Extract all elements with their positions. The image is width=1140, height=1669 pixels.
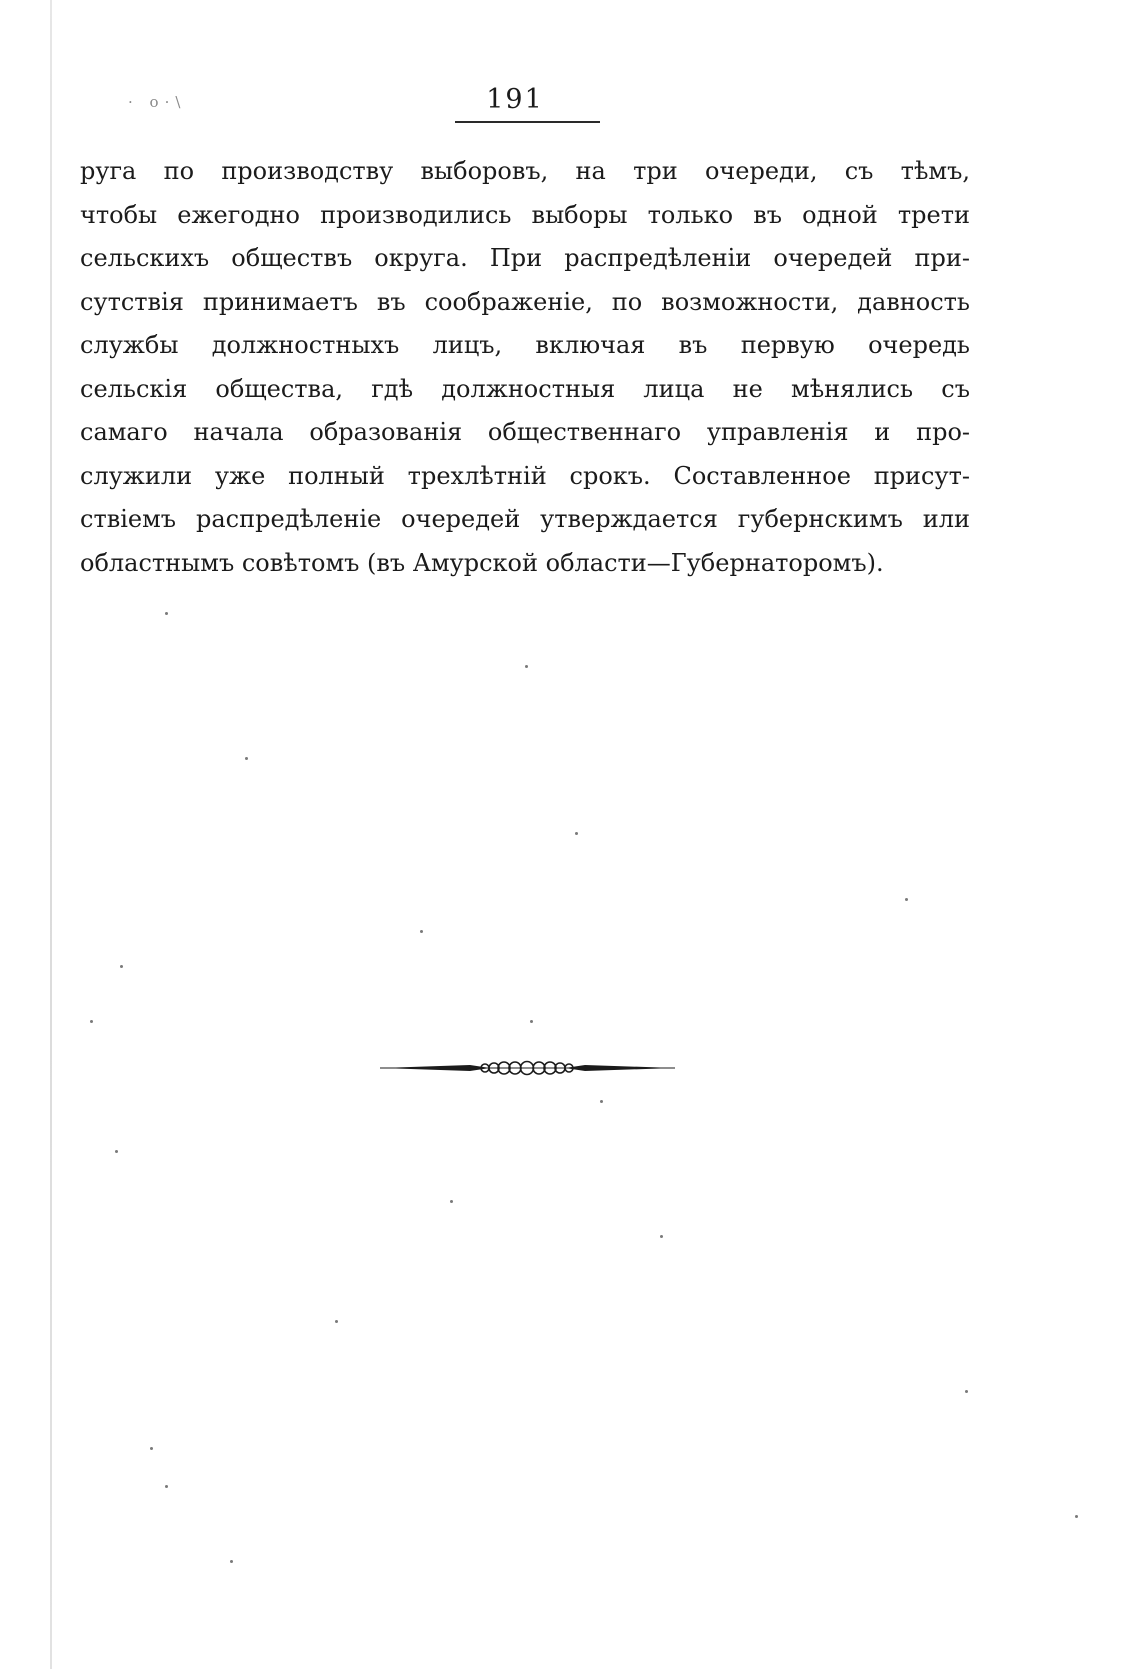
text-line: служили уже полный трехлѣтній срокъ. Составленное присут- — [80, 461, 970, 490]
corner-mark: · о·\ — [128, 93, 187, 111]
page-number-underline — [455, 121, 600, 123]
speck — [600, 1100, 603, 1103]
text-line: службы должностныхъ лицъ, включая въ первую очередь — [80, 331, 970, 359]
speck — [120, 965, 123, 968]
speck — [530, 1020, 533, 1023]
page-edge-shadow — [50, 0, 52, 1669]
speck — [115, 1150, 118, 1153]
speck — [450, 1200, 453, 1203]
speck — [230, 1560, 233, 1563]
speck — [905, 898, 908, 901]
text-line: ствіемъ распредѣленіе очередей утверждается губернскимъ или — [80, 505, 970, 533]
speck — [335, 1320, 338, 1323]
speck — [245, 757, 248, 760]
speck — [965, 1390, 968, 1393]
speck — [90, 1020, 93, 1023]
speck — [575, 832, 578, 835]
speck — [165, 612, 168, 615]
text-line: сутствія принимаетъ въ соображеніе, по возможности, давность — [80, 287, 970, 316]
text-line: сельскія общества, гдѣ должностныя лица не мѣнялись съ — [80, 374, 970, 403]
speck — [525, 665, 528, 668]
text-line: руга по производству выборовъ, на три очереди, съ тѣмъ, — [80, 157, 970, 185]
speck — [165, 1485, 168, 1488]
speck — [660, 1235, 663, 1238]
page-number: 191 — [486, 84, 544, 115]
paragraph — [80, 150, 970, 585]
speck — [420, 930, 423, 933]
text-line: областнымъ совѣтомъ (въ Амурской области—Губернаторомъ). — [80, 548, 884, 577]
decorative-divider-ornament — [380, 1057, 675, 1079]
text-line: сельскихъ обществъ округа. При распредѣленіи очередей при- — [80, 244, 970, 272]
speck — [150, 1447, 153, 1450]
speck — [1075, 1515, 1078, 1518]
text-line: самаго начала образованія общественнаго управленія и про- — [80, 418, 970, 446]
text-line: чтобы ежегодно производились выборы только въ одной трети — [80, 200, 970, 229]
